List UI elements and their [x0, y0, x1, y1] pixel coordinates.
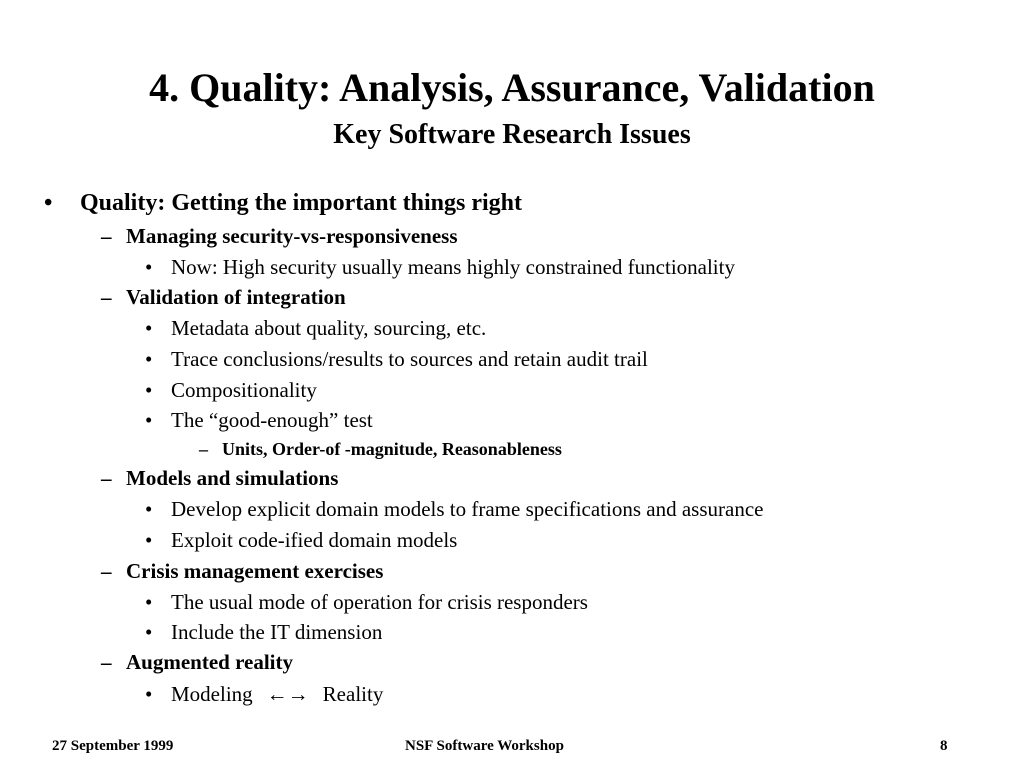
level1-heading: Quality: Getting the important things right [80, 190, 522, 216]
modeling-text: Modeling [171, 682, 253, 706]
list-item: Trace conclusions/results to sources and retain audit trail [171, 347, 648, 371]
list-item: Develop explicit domain models to frame specifications and assurance [171, 497, 764, 521]
bidirectional-arrow-icon [267, 682, 309, 707]
managing-heading: Managing security-vs-responsiveness [126, 224, 458, 248]
bullet-marker: • [145, 316, 153, 340]
list-item: Metadata about quality, sourcing, etc. [171, 316, 487, 340]
bullet-marker: • [145, 497, 153, 521]
slide-subtitle: Key Software Research Issues [333, 119, 691, 150]
sub-list-item: Units, Order-of -magnitude, Reasonableness [222, 439, 562, 459]
bullet-marker: • [44, 190, 53, 216]
dash-marker: – [101, 224, 112, 248]
list-item: Exploit code-ified domain models [171, 528, 458, 552]
list-item: Include the IT dimension [171, 620, 383, 644]
slide-title: 4. Quality: Analysis, Assurance, Validation [149, 65, 875, 110]
page-number: 8 [940, 738, 948, 754]
arrow-left-icon: ← [266, 682, 288, 706]
dash-marker: – [199, 439, 208, 459]
models-heading: Models and simulations [126, 466, 339, 490]
bullet-marker: • [145, 347, 153, 371]
validation-heading: Validation of integration [126, 285, 346, 309]
list-item: Compositionality [171, 378, 317, 402]
dash-marker: – [101, 650, 112, 674]
footer-event: NSF Software Workshop [405, 738, 564, 754]
bullet-marker: • [145, 408, 153, 432]
list-item: The “good-enough” test [171, 408, 373, 432]
dash-marker: – [101, 466, 112, 490]
bullet-marker: • [145, 528, 153, 552]
bullet-marker: • [145, 378, 153, 402]
bullet-marker: • [145, 590, 153, 614]
list-item: The usual mode of operation for crisis responders [171, 590, 588, 614]
augmented-heading: Augmented reality [126, 650, 294, 674]
reality-text: Reality [322, 682, 384, 706]
crisis-heading: Crisis management exercises [126, 559, 384, 583]
arrow-right-icon: → [287, 682, 309, 706]
bullet-marker: • [145, 255, 153, 279]
bullet-marker: • [145, 620, 153, 644]
footer-date: 27 September 1999 [52, 738, 174, 754]
list-item-modeling-reality [171, 682, 383, 707]
dash-marker: – [101, 285, 112, 309]
bullet-marker: • [145, 682, 153, 706]
list-item: Now: High security usually means highly constrained functionality [171, 255, 735, 279]
dash-marker: – [101, 559, 112, 583]
